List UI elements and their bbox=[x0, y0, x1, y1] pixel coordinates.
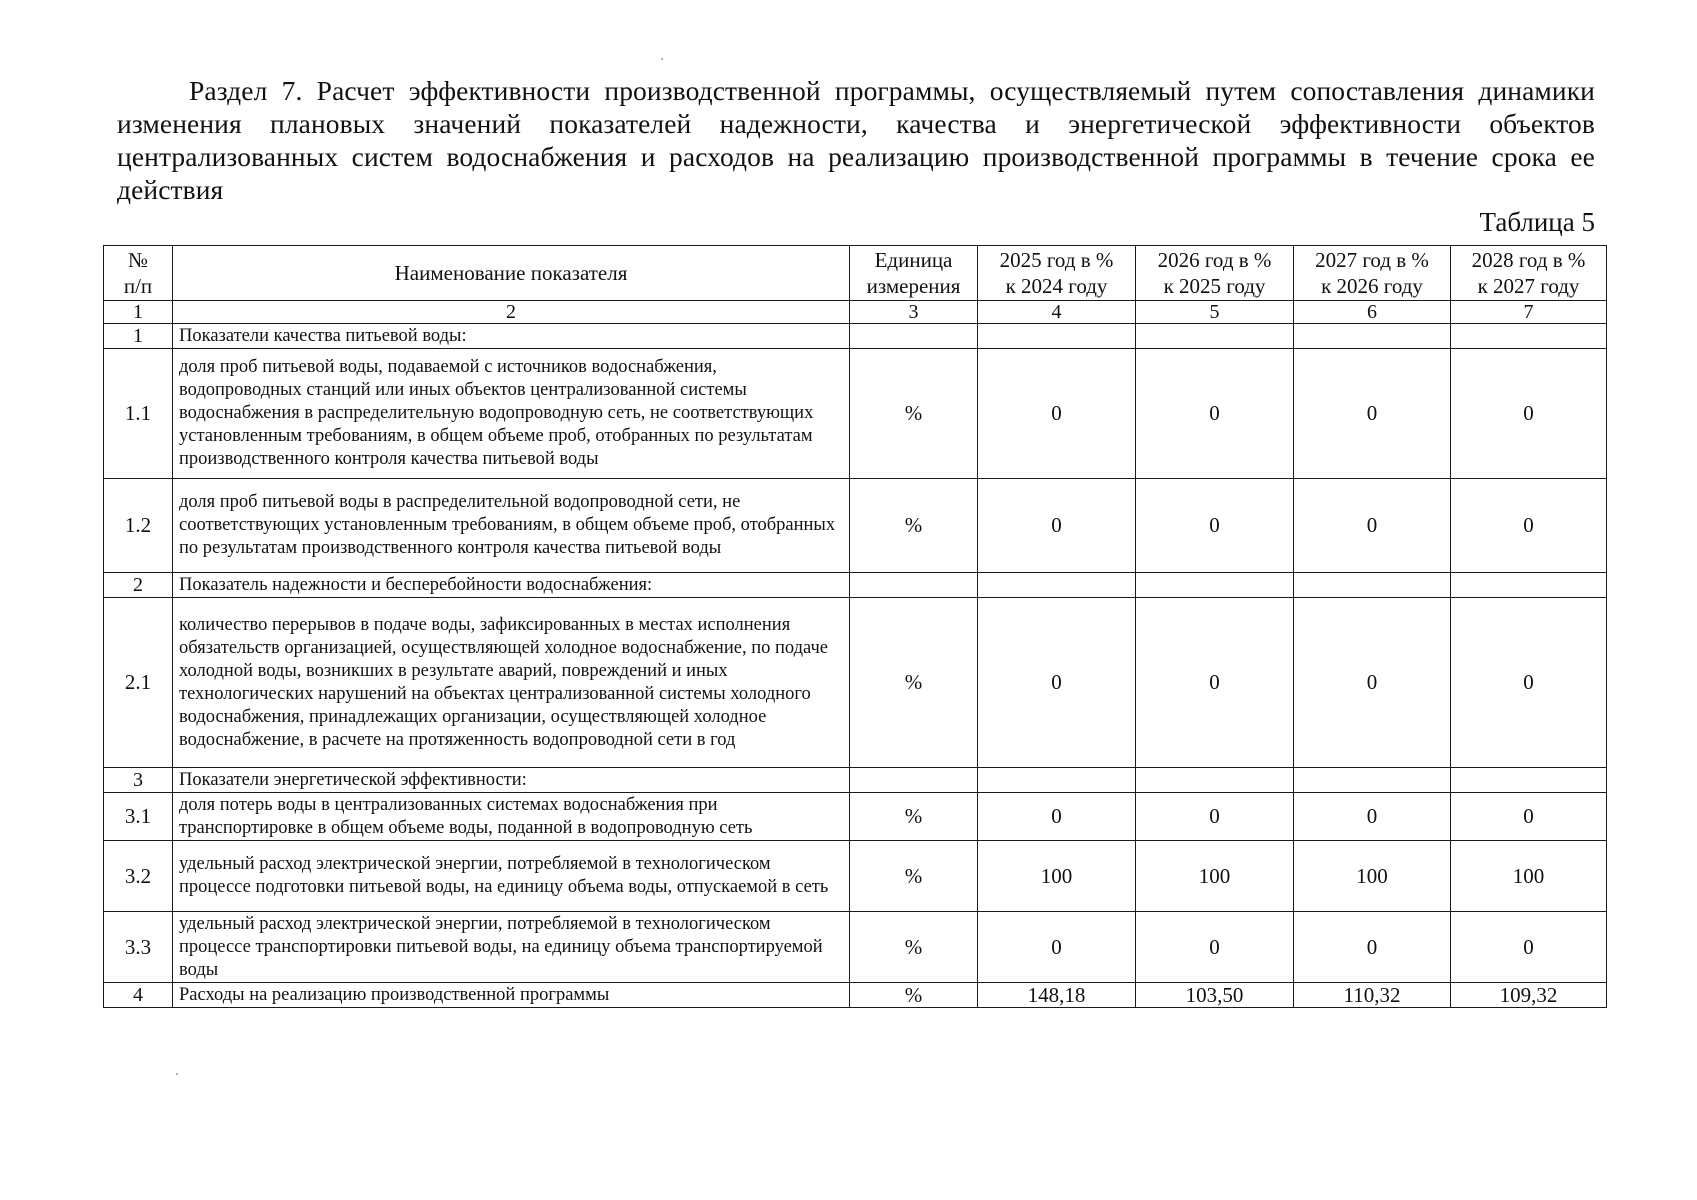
row-name: Показатели энергетической эффективности: bbox=[173, 768, 850, 793]
row-value-2027 bbox=[1294, 573, 1451, 598]
row-value-2025: 0 bbox=[978, 479, 1136, 573]
row-num: 1.1 bbox=[104, 349, 173, 479]
header-unit-line1: Единица bbox=[874, 248, 953, 272]
table-row bbox=[104, 349, 1607, 479]
row-value-2026: 0 bbox=[1136, 598, 1294, 768]
row-value-2025 bbox=[978, 324, 1136, 349]
row-value-2026: 0 bbox=[1136, 793, 1294, 841]
row-unit bbox=[850, 768, 978, 793]
row-value-2028 bbox=[1451, 573, 1607, 598]
efficiency-table bbox=[103, 245, 1607, 1008]
row-value-2027: 0 bbox=[1294, 598, 1451, 768]
row-value-2028: 0 bbox=[1451, 479, 1607, 573]
row-value-2025: 0 bbox=[978, 793, 1136, 841]
row-unit: % bbox=[850, 479, 978, 573]
row-value-2028: 0 bbox=[1451, 598, 1607, 768]
table-row-section bbox=[104, 768, 1607, 793]
row-value-2028: 0 bbox=[1451, 912, 1607, 983]
column-number-row bbox=[104, 301, 1607, 324]
row-value-2028: 100 bbox=[1451, 841, 1607, 912]
header-2028-line2: к 2027 году bbox=[1477, 274, 1580, 298]
header-2028-line1: 2028 год в % bbox=[1471, 248, 1586, 272]
column-number: 5 bbox=[1136, 301, 1294, 324]
row-value-2026 bbox=[1136, 324, 1294, 349]
row-value-2027: 0 bbox=[1294, 349, 1451, 479]
scan-speck bbox=[661, 58, 663, 60]
row-num: 1 bbox=[104, 324, 173, 349]
header-num-line2: п/п bbox=[123, 274, 153, 298]
row-name: доля проб питьевой воды в распределительной водопроводной сети, не соответствующих установленным требованиям, в общем объеме проб, отобранных по результатам производственного контроля качества питьевой воды bbox=[173, 479, 850, 573]
table-row bbox=[104, 598, 1607, 768]
column-number: 7 bbox=[1451, 301, 1607, 324]
row-value-2026 bbox=[1136, 768, 1294, 793]
header-name: Наименование показателя bbox=[173, 246, 850, 301]
row-value-2025: 0 bbox=[978, 349, 1136, 479]
header-2027-line1: 2027 год в % bbox=[1315, 248, 1429, 272]
row-name: Расходы на реализацию производственной программы bbox=[173, 983, 850, 1008]
row-num: 3.3 bbox=[104, 912, 173, 983]
column-number: 2 bbox=[173, 301, 850, 324]
row-value-2027 bbox=[1294, 768, 1451, 793]
row-value-2025: 0 bbox=[978, 598, 1136, 768]
row-value-2028 bbox=[1451, 768, 1607, 793]
row-name: удельный расход электрической энергии, потребляемой в технологическом процессе транспортировки питьевой воды, на единицу объема транспортируемой воды bbox=[173, 912, 850, 983]
row-num: 3.2 bbox=[104, 841, 173, 912]
table-row bbox=[104, 841, 1607, 912]
row-value-2025 bbox=[978, 768, 1136, 793]
table-row-section bbox=[104, 573, 1607, 598]
row-value-2027: 110,32 bbox=[1294, 983, 1451, 1008]
row-value-2025: 148,18 bbox=[978, 983, 1136, 1008]
header-num bbox=[104, 246, 173, 301]
row-value-2026 bbox=[1136, 573, 1294, 598]
row-name: удельный расход электрической энергии, потребляемой в технологическом процессе подготовки питьевой воды, на единицу объема воды, отпускаемой в сеть bbox=[173, 841, 850, 912]
row-unit: % bbox=[850, 598, 978, 768]
row-num: 3 bbox=[104, 768, 173, 793]
table-row bbox=[104, 479, 1607, 573]
row-num: 2.1 bbox=[104, 598, 173, 768]
row-unit: % bbox=[850, 912, 978, 983]
row-value-2027: 0 bbox=[1294, 793, 1451, 841]
row-value-2025: 0 bbox=[978, 912, 1136, 983]
column-number: 3 bbox=[850, 301, 978, 324]
row-value-2027: 100 bbox=[1294, 841, 1451, 912]
table-row bbox=[104, 793, 1607, 841]
header-num-line1: № bbox=[127, 248, 149, 272]
header-2025-line2: к 2024 году bbox=[1005, 274, 1108, 298]
row-num: 4 bbox=[104, 983, 173, 1008]
header-2026-line2: к 2025 году bbox=[1163, 274, 1266, 298]
table-row-section bbox=[104, 324, 1607, 349]
row-value-2025: 100 bbox=[978, 841, 1136, 912]
row-value-2028: 109,32 bbox=[1451, 983, 1607, 1008]
row-value-2028: 0 bbox=[1451, 793, 1607, 841]
row-value-2027: 0 bbox=[1294, 479, 1451, 573]
row-name: Показатель надежности и бесперебойности водоснабжения: bbox=[173, 573, 850, 598]
section-heading: Раздел 7. Расчет эффективности производственной программы, осуществляемый путем сопоставления динамики изменения плановых значений показателей надежности, качества и энергетической эффективности объектов централизованных систем водоснабжения и расходов на реализацию производственной программы в течение срока ее действия bbox=[117, 75, 1595, 205]
table-header bbox=[104, 246, 1607, 301]
row-value-2026: 100 bbox=[1136, 841, 1294, 912]
scan-speck bbox=[176, 1073, 178, 1075]
header-2027 bbox=[1294, 246, 1451, 301]
row-value-2026: 0 bbox=[1136, 479, 1294, 573]
column-number: 6 bbox=[1294, 301, 1451, 324]
header-2026-line1: 2026 год в % bbox=[1157, 248, 1272, 272]
row-unit: % bbox=[850, 793, 978, 841]
row-num: 3.1 bbox=[104, 793, 173, 841]
row-unit bbox=[850, 573, 978, 598]
row-name: доля проб питьевой воды, подаваемой с источников водоснабжения, водопроводных станций или иных объектов централизованной системы водоснабжения в распределительную водопроводную сеть, не соответствующих установленным требованиям, в общем объеме проб, отобранных по результатам производственного контроля качества питьевой воды bbox=[173, 349, 850, 479]
header-2028 bbox=[1451, 246, 1607, 301]
row-unit bbox=[850, 324, 978, 349]
row-name: доля потерь воды в централизованных системах водоснабжения при транспортировке в общем объеме воды, поданной в водопроводную сеть bbox=[173, 793, 850, 841]
column-number: 4 bbox=[978, 301, 1136, 324]
row-num: 2 bbox=[104, 573, 173, 598]
row-value-2028 bbox=[1451, 324, 1607, 349]
row-unit: % bbox=[850, 841, 978, 912]
table-caption: Таблица 5 bbox=[1479, 207, 1595, 237]
row-name: Показатели качества питьевой воды: bbox=[173, 324, 850, 349]
table-row bbox=[104, 912, 1607, 983]
row-value-2026: 0 bbox=[1136, 349, 1294, 479]
row-value-2027 bbox=[1294, 324, 1451, 349]
row-value-2026: 0 bbox=[1136, 912, 1294, 983]
row-num: 1.2 bbox=[104, 479, 173, 573]
header-unit-line2: измерения bbox=[866, 274, 961, 298]
header-2026 bbox=[1136, 246, 1294, 301]
row-value-2025 bbox=[978, 573, 1136, 598]
row-unit: % bbox=[850, 349, 978, 479]
header-2027-line2: к 2026 году bbox=[1321, 274, 1423, 298]
table-body bbox=[104, 301, 1607, 1008]
row-name: количество перерывов в подаче воды, зафиксированных в местах исполнения обязательств организацией, осуществляющей холодное водоснабжение, по подаче холодной воды, возникших в результате аварий, повреждений и иных технологических нарушений на объектах централизованной системы холодного водоснабжения, принадлежащих организации, осуществляющей холодное водоснабжение, в расчете на протяженность водопроводной сети в год bbox=[173, 598, 850, 768]
column-number: 1 bbox=[104, 301, 173, 324]
row-unit: % bbox=[850, 983, 978, 1008]
header-2025 bbox=[978, 246, 1136, 301]
header-unit bbox=[850, 246, 978, 301]
header-2025-line1: 2025 год в % bbox=[999, 248, 1114, 272]
row-value-2027: 0 bbox=[1294, 912, 1451, 983]
row-value-2028: 0 bbox=[1451, 349, 1607, 479]
table-row-total bbox=[104, 983, 1607, 1008]
row-value-2026: 103,50 bbox=[1136, 983, 1294, 1008]
